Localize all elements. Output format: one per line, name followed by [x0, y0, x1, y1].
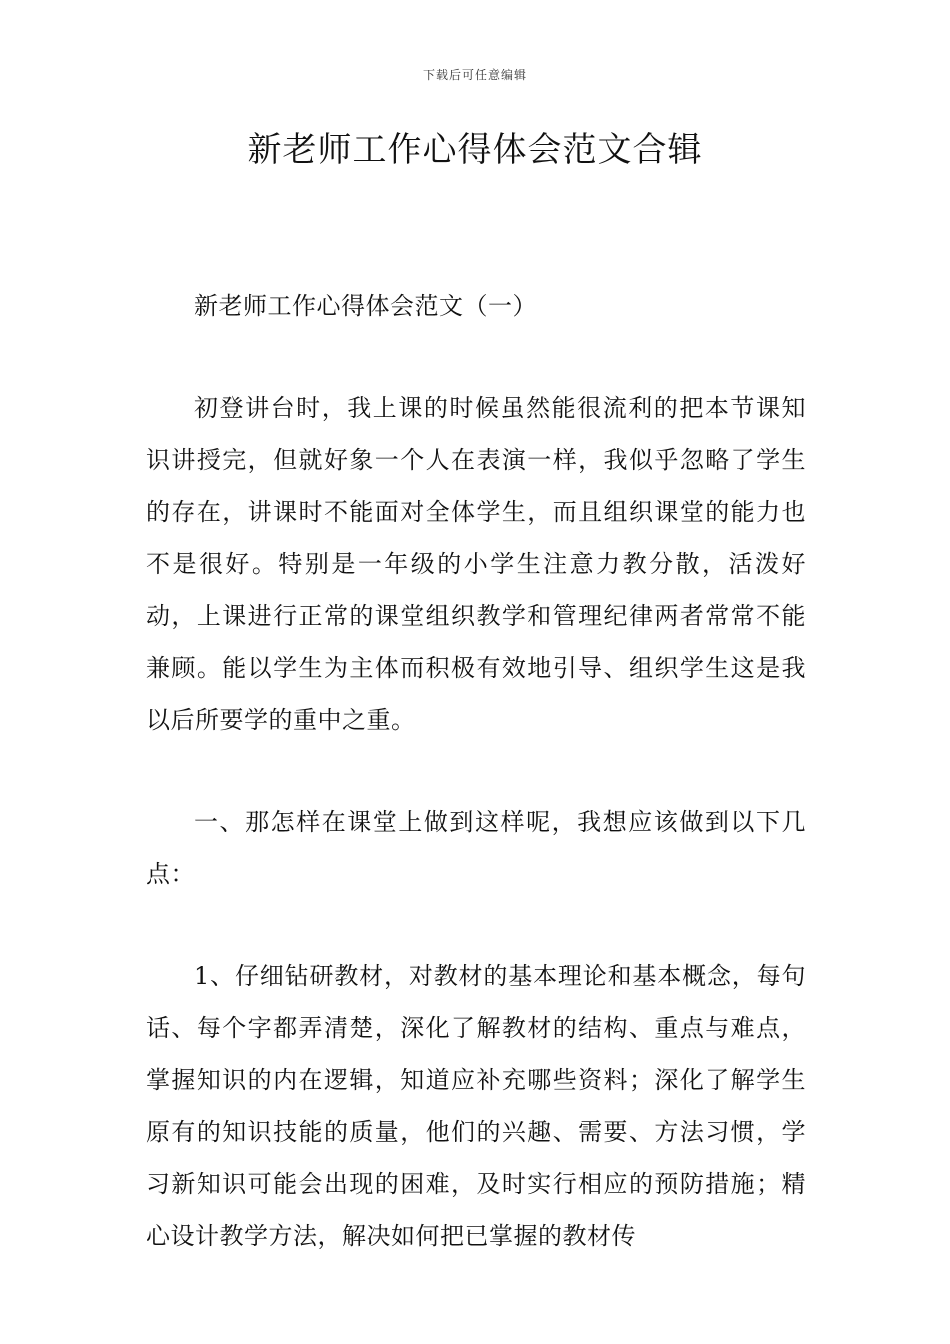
paragraph: 一、那怎样在课堂上做到这样呢，我想应该做到以下几点： [146, 808, 806, 888]
document-title: 新老师工作心得体会范文合辑 [247, 130, 703, 170]
paragraph: 初登讲台时，我上课的时候虽然能很流利的把本节课知识讲授完，但就好象一个人在表演一样，我似乎忽略了学生的存在，讲课时不能面对全体学生，而且组织课堂的能力也不是很好。特别是一年级的小学生注意力教分散，活泼好动，上课进行正常的课堂组织教学和管理纪律两者常常不能兼顾。能以学生为主体而积极有效地引导、组织学生这是我以后所要学的重中之重。 [146, 394, 806, 734]
paragraph: 1、仔细钻研教材，对教材的基本理论和基本概念，每句话、每个字都弄清楚，深化了解教材的结构、重点与难点，掌握知识的内在逻辑，知道应补充哪些资料；深化了解学生原有的知识技能的质量，他们的兴趣、需要、方法习惯，学习新知识可能会出现的困难，及时实行相应的预防措施；精心设计教学方法，解决如何把已掌握的教材传 [146, 962, 806, 1250]
header-note: 下载后可任意编辑 [422, 68, 527, 82]
document-body [146, 280, 806, 1262]
section-heading: 新老师工作心得体会范文（一） [194, 292, 537, 320]
